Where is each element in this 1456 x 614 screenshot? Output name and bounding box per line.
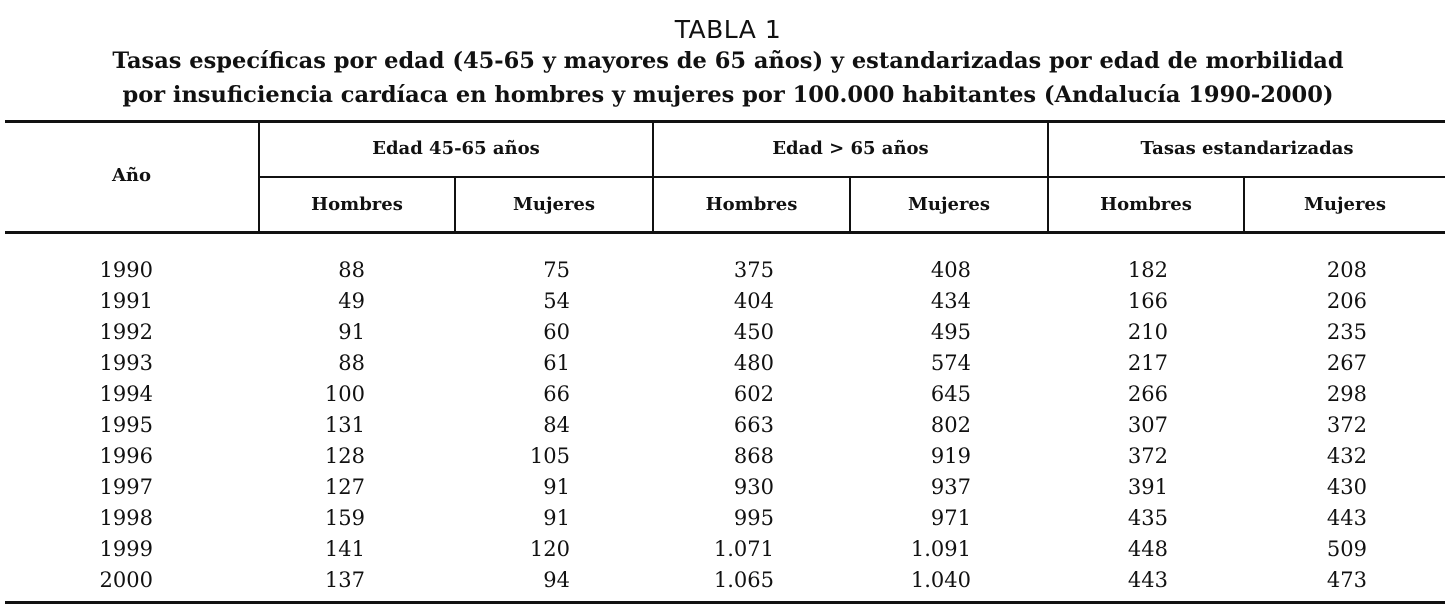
year-cell: 1998: [99, 506, 153, 530]
value-cell: 131: [324, 413, 365, 437]
value-cell: 408: [930, 258, 971, 282]
value-cell: 448: [1127, 537, 1168, 561]
header-hombres-over-65: Hombres: [705, 194, 798, 215]
value-cell: 372: [1127, 444, 1168, 468]
value-cell: 430: [1326, 475, 1367, 499]
value-cell: 84: [543, 413, 570, 437]
value-cell: 391: [1127, 475, 1168, 499]
header-mujeres-45-65: Mujeres: [512, 194, 596, 215]
value-cell: 802: [930, 413, 971, 437]
value-cell: 937: [930, 475, 971, 499]
value-cell: 210: [1127, 320, 1168, 344]
value-cell: 602: [733, 382, 774, 406]
value-cell: 54: [543, 289, 570, 313]
year-cell: 2000: [99, 568, 153, 592]
value-cell: 206: [1326, 289, 1367, 313]
value-cell: 60: [543, 320, 570, 344]
value-cell: 480: [733, 351, 774, 375]
year-cell: 1996: [99, 444, 153, 468]
header-year: Año: [111, 165, 152, 186]
value-cell: 75: [543, 258, 570, 282]
table-title-line-2: por insuficiencia cardíaca en hombres y mujeres por 100.000 habitantes (Andalucía 1990-2000): [122, 82, 1334, 108]
value-cell: 663: [733, 413, 774, 437]
value-cell: 298: [1326, 382, 1367, 406]
value-cell: 100: [324, 382, 365, 406]
value-cell: 443: [1127, 568, 1168, 592]
year-cell: 1993: [99, 351, 153, 375]
header-hombres-standardized: Hombres: [1100, 194, 1192, 215]
value-cell: 372: [1326, 413, 1367, 437]
value-cell: 49: [338, 289, 365, 313]
value-cell: 434: [930, 289, 971, 313]
value-cell: 88: [338, 351, 365, 375]
table-title-line-1: Tasas específicas por edad (45-65 y mayores de 65 años) y estandarizadas por edad de morbilidad: [112, 48, 1344, 74]
value-cell: 432: [1326, 444, 1367, 468]
table-row: [0, 411, 1456, 442]
value-cell: 182: [1127, 258, 1168, 282]
header-group-standardized: Tasas estandarizadas: [1140, 138, 1354, 159]
header-group-45-65: Edad 45-65 años: [372, 138, 540, 159]
value-cell: 105: [529, 444, 570, 468]
value-cell: 495: [930, 320, 971, 344]
value-cell: 375: [733, 258, 774, 282]
value-cell: 235: [1326, 320, 1367, 344]
table-row: [0, 566, 1456, 597]
value-cell: 404: [733, 289, 774, 313]
value-cell: 1.071: [713, 537, 774, 561]
year-cell: 1990: [99, 258, 153, 282]
value-cell: 509: [1326, 537, 1367, 561]
value-cell: 1.065: [713, 568, 774, 592]
table-row: [0, 256, 1456, 287]
value-cell: 88: [338, 258, 365, 282]
value-cell: 166: [1127, 289, 1168, 313]
value-cell: 868: [733, 444, 774, 468]
value-cell: 159: [324, 506, 365, 530]
header-group-rule: [260, 176, 1445, 178]
table-row: [0, 442, 1456, 473]
value-cell: 120: [529, 537, 570, 561]
value-cell: 574: [930, 351, 971, 375]
value-cell: 450: [733, 320, 774, 344]
value-cell: 66: [543, 382, 570, 406]
value-cell: 930: [733, 475, 774, 499]
value-cell: 267: [1326, 351, 1367, 375]
year-cell: 1997: [99, 475, 153, 499]
value-cell: 645: [930, 382, 971, 406]
value-cell: 971: [930, 506, 971, 530]
year-cell: 1992: [99, 320, 153, 344]
value-cell: 307: [1127, 413, 1168, 437]
value-cell: 91: [543, 506, 570, 530]
header-bottom-rule: [5, 231, 1445, 234]
table-row: [0, 287, 1456, 318]
value-cell: 217: [1127, 351, 1168, 375]
value-cell: 137: [324, 568, 365, 592]
value-cell: 128: [324, 444, 365, 468]
table-bottom-rule: [5, 601, 1445, 604]
value-cell: 94: [543, 568, 570, 592]
value-cell: 1.091: [910, 537, 971, 561]
table-row: [0, 473, 1456, 504]
value-cell: 91: [543, 475, 570, 499]
year-cell: 1994: [99, 382, 153, 406]
table-row: [0, 380, 1456, 411]
year-cell: 1991: [99, 289, 153, 313]
header-mujeres-over-65: Mujeres: [907, 194, 991, 215]
header-hombres-45-65: Hombres: [311, 194, 403, 215]
table-row: [0, 318, 1456, 349]
value-cell: 473: [1326, 568, 1367, 592]
value-cell: 127: [324, 475, 365, 499]
value-cell: 91: [338, 320, 365, 344]
value-cell: 435: [1127, 506, 1168, 530]
value-cell: 61: [543, 351, 570, 375]
table-row: [0, 504, 1456, 535]
table-top-rule: [5, 120, 1445, 123]
year-cell: 1999: [99, 537, 153, 561]
header-group-over-65: Edad > 65 años: [772, 138, 929, 159]
value-cell: 919: [930, 444, 971, 468]
table-row: [0, 535, 1456, 566]
header-mujeres-standardized: Mujeres: [1303, 194, 1387, 215]
value-cell: 443: [1326, 506, 1367, 530]
value-cell: 141: [324, 537, 365, 561]
value-cell: 208: [1326, 258, 1367, 282]
table-label: TABLA 1: [674, 15, 782, 44]
value-cell: 266: [1127, 382, 1168, 406]
value-cell: 995: [733, 506, 774, 530]
year-cell: 1995: [99, 413, 153, 437]
value-cell: 1.040: [910, 568, 971, 592]
table-row: [0, 349, 1456, 380]
